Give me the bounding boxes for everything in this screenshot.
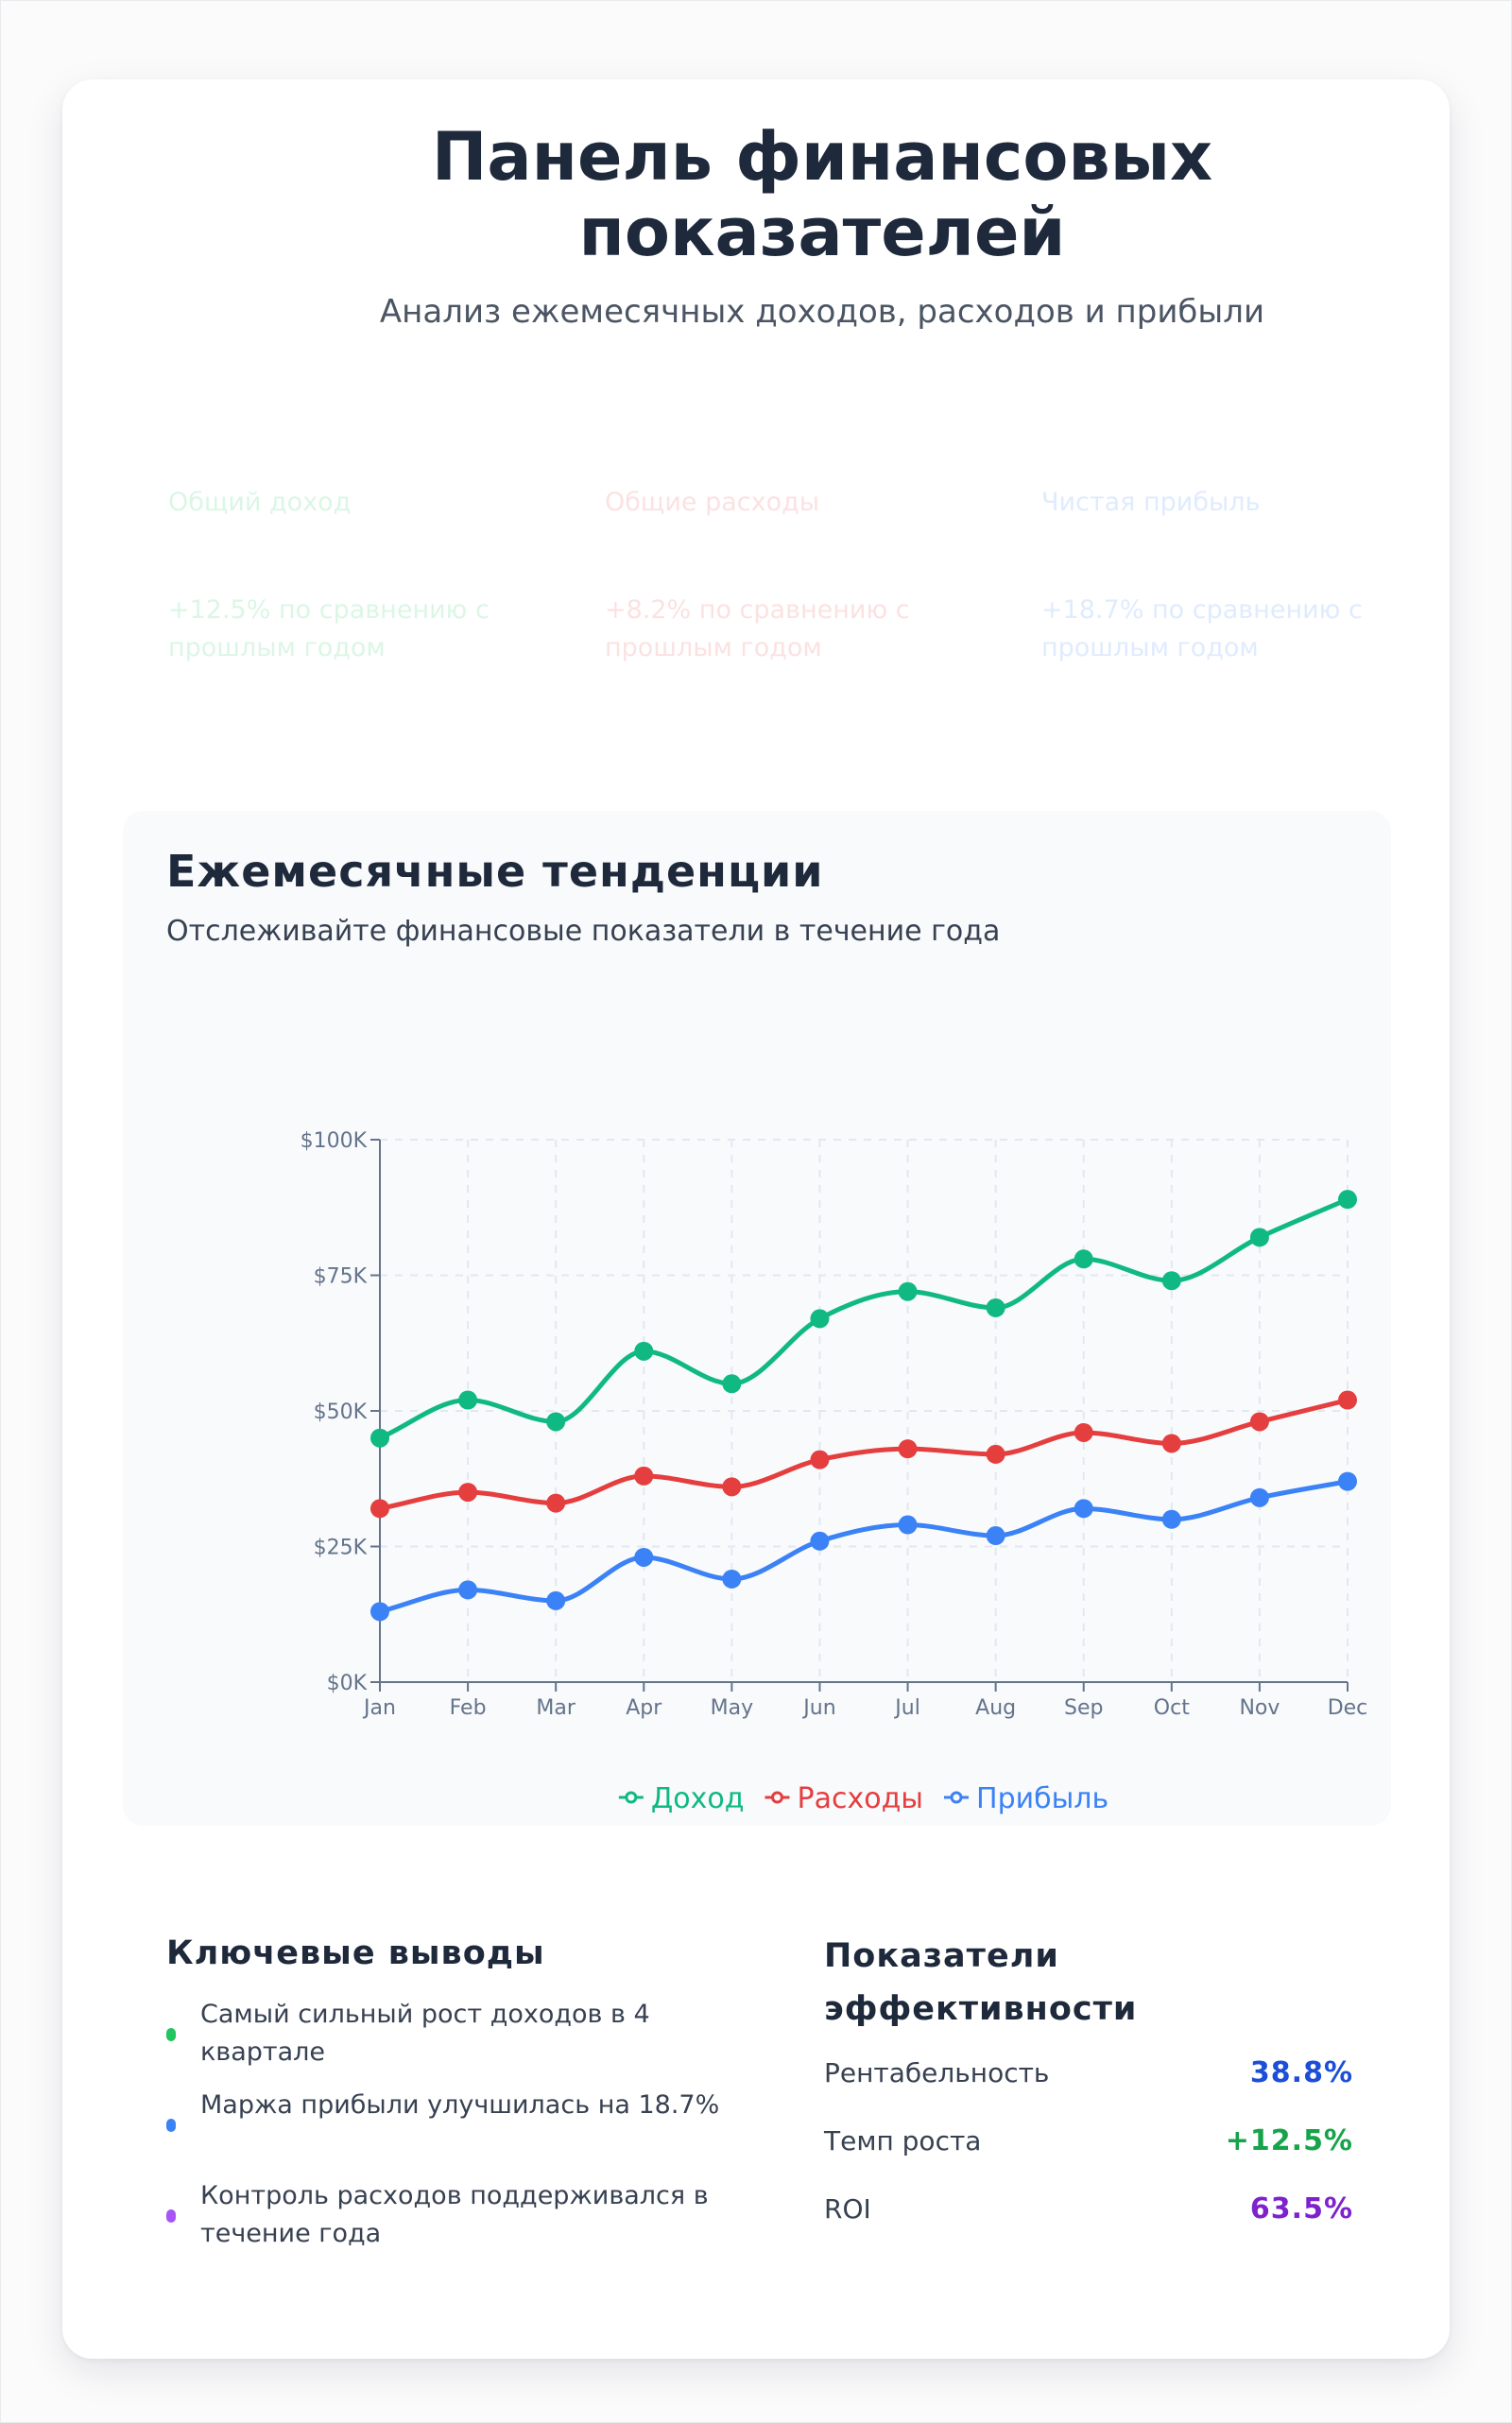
- legend-marker-icon: [772, 1793, 782, 1802]
- series-line: [380, 1199, 1348, 1438]
- data-point: [634, 1467, 653, 1486]
- legend-label: Доход: [650, 1782, 745, 1815]
- x-tick-label: Jan: [364, 1696, 396, 1720]
- data-point: [899, 1439, 918, 1458]
- x-tick-label: Nov: [1239, 1696, 1280, 1720]
- data-point: [458, 1483, 477, 1502]
- insight-text: Маржа прибыли улучшилась на 18.7%: [200, 2090, 720, 2120]
- insights-title: Ключевые выводы: [166, 1934, 545, 1972]
- metric-label: ROI: [824, 2193, 871, 2225]
- data-point: [1074, 1249, 1093, 1268]
- metric-row: [824, 2189, 1353, 2230]
- legend-label: Расходы: [797, 1782, 924, 1815]
- legend: [619, 1782, 1108, 1815]
- x-tick-label: Aug: [975, 1696, 1017, 1720]
- data-point: [722, 1570, 741, 1589]
- data-point: [458, 1391, 477, 1410]
- data-point: [987, 1298, 1005, 1317]
- legend-marker-icon: [627, 1793, 636, 1802]
- data-point: [1162, 1510, 1181, 1529]
- data-point: [722, 1374, 741, 1393]
- metric-label: Рентабельность: [824, 2057, 1050, 2088]
- data-point: [370, 1429, 389, 1448]
- chart-title: Ежемесячные тенденции: [166, 846, 824, 897]
- metric-row: [824, 2053, 1353, 2094]
- data-point: [722, 1477, 741, 1496]
- bullet-dot-icon: [166, 2028, 176, 2041]
- y-tick-label: $25K: [313, 1536, 367, 1560]
- kpi-value: [1041, 520, 1363, 592]
- line-chart: [123, 811, 1391, 1826]
- data-point: [1338, 1472, 1357, 1491]
- kpi-value: [605, 520, 926, 592]
- x-tick-label: Mar: [536, 1696, 576, 1720]
- data-point: [1074, 1499, 1093, 1518]
- kpi-change: +8.2% по сравнению с прошлым годом: [605, 595, 910, 662]
- bullet-dot-icon: [166, 2119, 176, 2132]
- x-tick-label: Apr: [626, 1696, 662, 1720]
- x-tick-label: Oct: [1153, 1696, 1190, 1720]
- y-tick-label: $50K: [313, 1401, 367, 1424]
- kpi-card-profit: [1041, 486, 1363, 667]
- metric-row: [824, 2121, 1353, 2162]
- data-point: [1250, 1228, 1269, 1246]
- page-subtitle: Анализ ежемесячных доходов, расходов и прибыли: [379, 293, 1265, 331]
- metric-label: Темп роста: [824, 2125, 982, 2157]
- kpi-label: Чистая прибыль: [1041, 488, 1261, 517]
- x-tick-label: Sep: [1063, 1696, 1104, 1720]
- data-point: [546, 1412, 565, 1431]
- data-point: [546, 1494, 565, 1513]
- data-point: [1250, 1412, 1269, 1431]
- data-point: [987, 1445, 1005, 1464]
- chart-panel: [123, 811, 1391, 1826]
- data-point: [810, 1309, 829, 1328]
- data-point: [1338, 1391, 1357, 1410]
- data-point: [810, 1532, 829, 1551]
- y-tick-label: $75K: [313, 1264, 367, 1289]
- metric-value: 38.8%: [1249, 2056, 1353, 2089]
- kpi-card-expenses: [605, 486, 926, 667]
- kpi-change: +18.7% по сравнению с прошлым годом: [1041, 595, 1363, 662]
- metric-value: +12.5%: [1225, 2124, 1353, 2157]
- legend-marker-icon: [952, 1793, 961, 1802]
- y-tick-label: $0K: [326, 1672, 367, 1695]
- chart-subtitle: Отслеживайте финансовые показатели в течение года: [166, 915, 1001, 948]
- data-point: [1162, 1271, 1181, 1290]
- data-point: [634, 1342, 653, 1361]
- x-tick-label: Feb: [449, 1696, 487, 1720]
- y-tick-label: $100K: [300, 1129, 367, 1153]
- data-point: [370, 1499, 389, 1518]
- data-point: [634, 1548, 653, 1567]
- legend-label: Прибыль: [976, 1782, 1109, 1815]
- x-tick-label: Jul: [895, 1696, 920, 1720]
- metrics-title: Показатели эффективности: [824, 1937, 1138, 2028]
- kpi-card-revenue: [168, 486, 490, 667]
- insight-text: Контроль расходов поддерживался в течение года: [200, 2181, 709, 2248]
- legend-item: [944, 1782, 1108, 1815]
- x-tick-label: Jun: [803, 1696, 836, 1720]
- kpi-label: Общий доход: [168, 488, 352, 517]
- data-point: [899, 1516, 918, 1535]
- data-point: [546, 1591, 565, 1610]
- dashboard-card: [62, 79, 1450, 2359]
- legend-item: [619, 1782, 745, 1815]
- insight-text: Самый сильный рост доходов в 4 квартале: [200, 2000, 650, 2067]
- kpi-change: +12.5% по сравнению с прошлым годом: [168, 595, 490, 662]
- x-tick-label: May: [710, 1696, 754, 1720]
- data-point: [810, 1451, 829, 1469]
- kpi-value: [168, 520, 490, 592]
- data-point: [1338, 1190, 1357, 1209]
- data-point: [1162, 1434, 1181, 1452]
- kpi-label: Общие расходы: [605, 488, 820, 517]
- page-title: Панель финансовых показателей: [431, 118, 1213, 271]
- legend-item: [765, 1782, 923, 1815]
- data-point: [1250, 1488, 1269, 1507]
- data-point: [370, 1602, 389, 1621]
- x-tick-label: Dec: [1327, 1696, 1368, 1720]
- metric-value: 63.5%: [1249, 2192, 1353, 2225]
- bullet-dot-icon: [166, 2209, 176, 2223]
- data-point: [899, 1282, 918, 1301]
- data-point: [1074, 1423, 1093, 1442]
- data-point: [458, 1580, 477, 1599]
- data-point: [987, 1526, 1005, 1545]
